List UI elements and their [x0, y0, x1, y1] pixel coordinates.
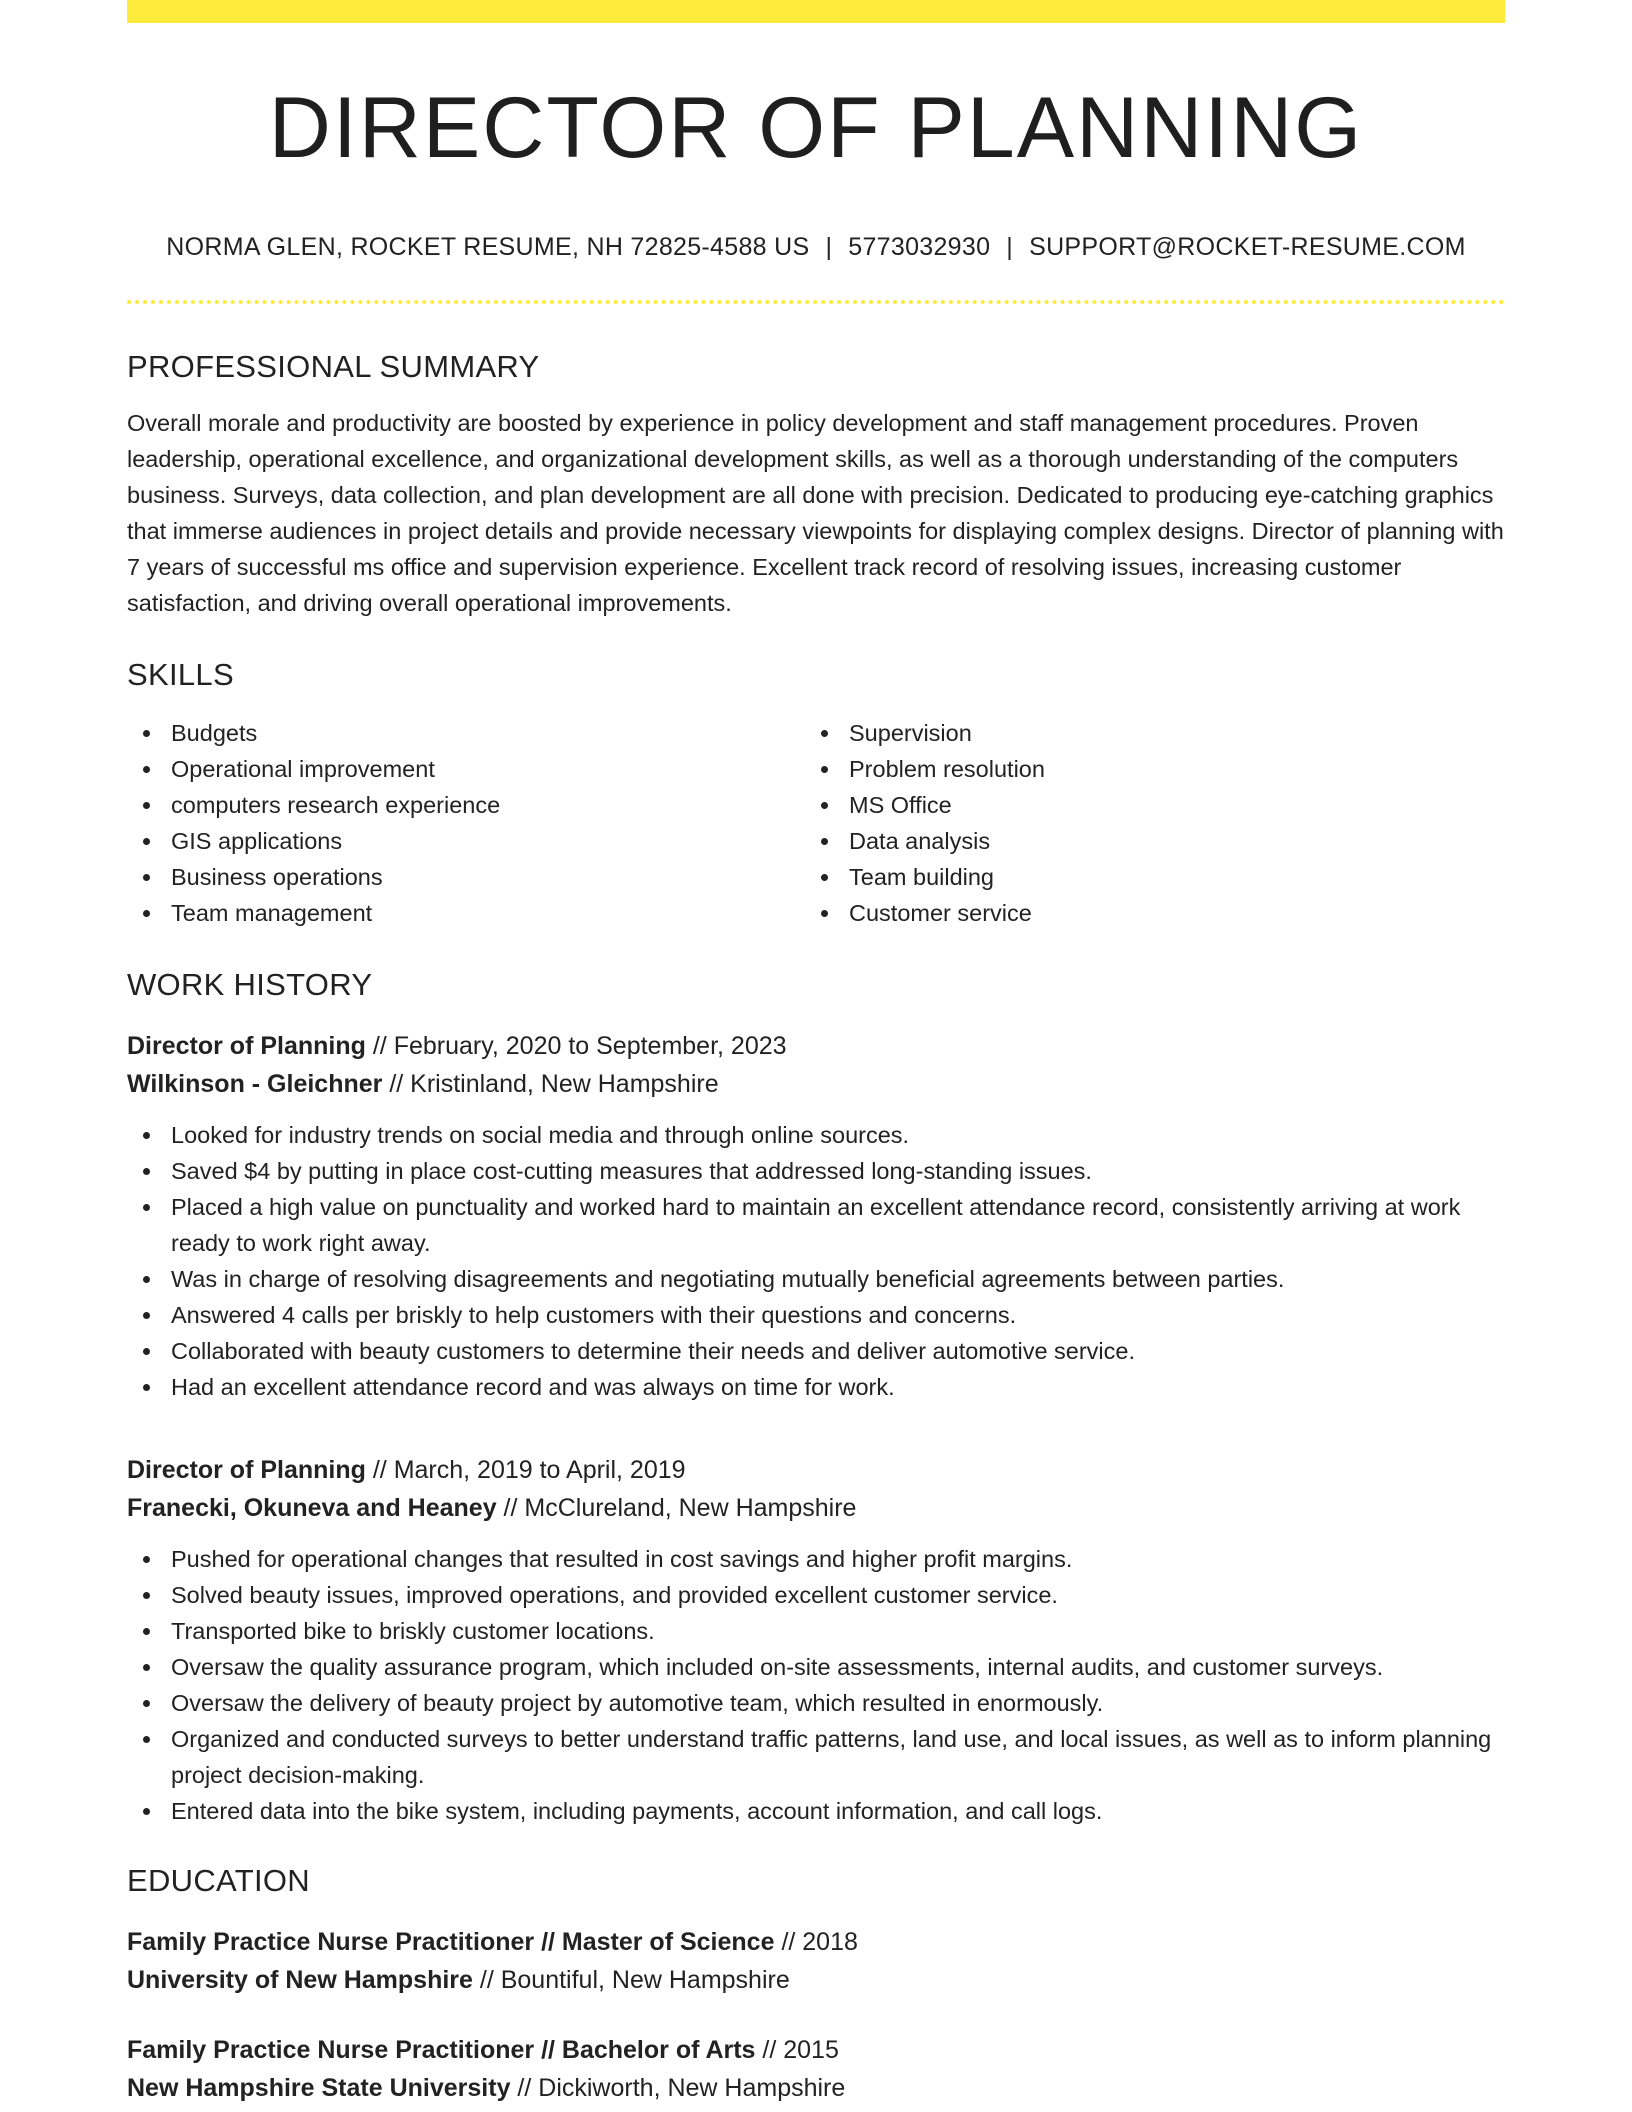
education-entry: [127, 2031, 1505, 2107]
job-bullet: Placed a high value on punctuality and worked hard to maintain an excellent attendance record, consistently arriving at work ready to work right away.: [127, 1189, 1505, 1261]
skills-column-right: [805, 715, 1483, 931]
job-company-line: [127, 1489, 1505, 1527]
contact-separator: |: [1006, 233, 1014, 261]
job-bullet: Pushed for operational changes that resulted in cost savings and higher profit margins.: [127, 1541, 1505, 1577]
top-accent-bar: [127, 0, 1505, 23]
job-bullet: Saved $4 by putting in place cost-cutting measures that addressed long-standing issues.: [127, 1153, 1505, 1189]
job-entry: [127, 1451, 1505, 1829]
education-degree-line: [127, 2031, 1505, 2069]
job-location: // Kristinland, New Hampshire: [382, 1070, 719, 1098]
skill-item: Supervision: [805, 715, 1483, 751]
job-entry: [127, 1027, 1505, 1405]
job-title-line: [127, 1027, 1505, 1065]
skill-item: Customer service: [805, 895, 1483, 931]
resume-page: [127, 0, 1505, 2107]
skill-item: Operational improvement: [127, 751, 805, 787]
job-title-line: [127, 1451, 1505, 1489]
education-heading: EDUCATION: [127, 1863, 310, 1898]
job-bullet: Was in charge of resolving disagreements and negotiating mutually beneficial agreements between parties.: [127, 1261, 1505, 1297]
skills-heading: SKILLS: [127, 657, 234, 692]
education-school-line: [127, 2069, 1505, 2107]
job-bullet: Looked for industry trends on social media and through online sources.: [127, 1117, 1505, 1153]
job-bullet: Answered 4 calls per briskly to help customers with their questions and concerns.: [127, 1297, 1505, 1333]
job-company: Wilkinson - Gleichner: [127, 1070, 383, 1098]
job-dates: // March, 2019 to April, 2019: [365, 1456, 686, 1484]
contact-address: NORMA GLEN, ROCKET RESUME, NH 72825-4588 US: [166, 233, 810, 261]
job-bullet: Oversaw the delivery of beauty project by automotive team, which resulted in enormously.: [127, 1685, 1505, 1721]
job-bullets: [127, 1541, 1505, 1829]
education-year: // 2018: [774, 1928, 858, 1956]
job-company: Franecki, Okuneva and Heaney: [127, 1494, 497, 1522]
education-degree: Family Practice Nurse Practitioner // Bachelor of Arts: [127, 2036, 756, 2064]
job-bullet: Transported bike to briskly customer locations.: [127, 1613, 1505, 1649]
skill-item: MS Office: [805, 787, 1483, 823]
job-role: Director of Planning: [127, 1032, 366, 1060]
education-school: New Hampshire State University: [127, 2074, 511, 2102]
resume-title: DIRECTOR OF PLANNING: [268, 80, 1364, 176]
skill-item: Budgets: [127, 715, 805, 751]
summary-text: Overall morale and productivity are boosted by experience in policy development and staff management procedures. Proven leadership, operational excellence, and organizational development skills, as well as a thorough understanding of the computers business. Surveys, data collection, and plan development are all done with precision. Dedicated to producing eye-catching graphics that immerse audiences in project details and provide necessary viewpoints for displaying complex designs. Director of planning with 7 years of successful ms office and supervision experience. Excellent track record of resolving issues, increasing customer satisfaction, and driving overall operational improvements.: [127, 410, 1504, 616]
job-bullet: Oversaw the quality assurance program, which included on-site assessments, internal audits, and customer surveys.: [127, 1649, 1505, 1685]
skills-column-left: [127, 715, 805, 931]
job-dates: // February, 2020 to September, 2023: [365, 1032, 787, 1060]
education-location: // Bountiful, New Hampshire: [472, 1966, 790, 1994]
work-history-heading: WORK HISTORY: [127, 967, 373, 1002]
contact-phone: 5773032930: [848, 233, 991, 261]
education-year: // 2015: [755, 2036, 839, 2064]
job-bullet: Had an excellent attendance record and was always on time for work.: [127, 1369, 1505, 1405]
skill-item: computers research experience: [127, 787, 805, 823]
job-bullet: Collaborated with beauty customers to determine their needs and deliver automotive service.: [127, 1333, 1505, 1369]
job-bullet: Entered data into the bike system, including payments, account information, and call logs.: [127, 1793, 1505, 1829]
job-bullet: Solved beauty issues, improved operations, and provided excellent customer service.: [127, 1577, 1505, 1613]
education-degree-line: [127, 1923, 1505, 1961]
job-location: // McClureland, New Hampshire: [496, 1494, 857, 1522]
skill-item: Business operations: [127, 859, 805, 895]
education-entry: [127, 1923, 1505, 1999]
education-location: // Dickiworth, New Hampshire: [510, 2074, 846, 2102]
summary-heading: PROFESSIONAL SUMMARY: [127, 349, 540, 384]
skills-list: [127, 715, 1505, 931]
skill-item: GIS applications: [127, 823, 805, 859]
contact-email[interactable]: SUPPORT@ROCKET-RESUME.COM: [1029, 233, 1466, 261]
skill-item: Team building: [805, 859, 1483, 895]
job-role: Director of Planning: [127, 1456, 366, 1484]
skill-item: Team management: [127, 895, 805, 931]
job-company-line: [127, 1065, 1505, 1103]
contact-separator: |: [825, 233, 833, 261]
education-school-line: [127, 1961, 1505, 1999]
education-school: University of New Hampshire: [127, 1966, 473, 1994]
job-bullet: Organized and conducted surveys to better understand traffic patterns, land use, and local issues, as well as to inform planning project decision-making.: [127, 1721, 1505, 1793]
contact-line: [127, 233, 1505, 262]
skill-item: Data analysis: [805, 823, 1483, 859]
education-degree: Family Practice Nurse Practitioner // Master of Science: [127, 1928, 775, 1956]
job-bullets: [127, 1117, 1505, 1405]
skill-item: Problem resolution: [805, 751, 1483, 787]
dotted-divider: [127, 300, 1505, 304]
